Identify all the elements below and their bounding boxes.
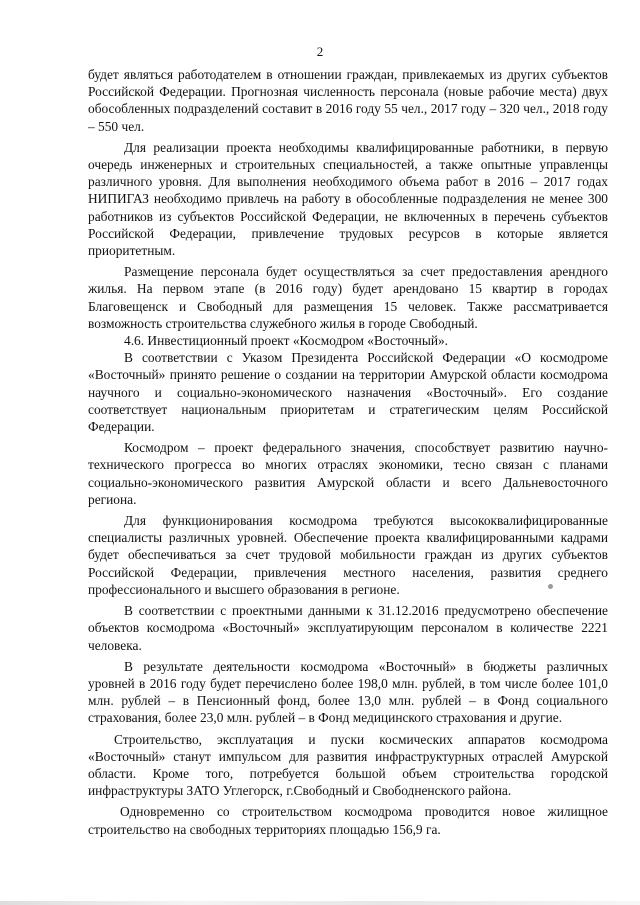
paragraph-infrastructure: Строительство, эксплуатация и пуски космических аппаратов космодрома «Восточный» станут импульсом для развития инфраструктурных отраслей Амурской области. Кроме того, потребуется большой объем строительства городской инфраструктуры ЗАТО Углегорск, г.Свободный и Свободненского района.: [88, 731, 608, 799]
paragraph-housing: Размещение персонала будет осуществляться за счет предоставления арендного жилья. На первом этапе (в 2016 году) будет арендовано 15 квартир в городах Благовещенск и Свободный для размещения 15 человек. Также рассматривается возможность строительства служебного жилья в городе Свободный.: [88, 264, 608, 331]
paragraph-specialists: Для функционирования космодрома требуются высококвалифицированные специалисты различных уровней. Обеспечение проекта квалифицированными кадрами будет обеспечиваться за счет трудовой мобильности граждан из других субъектов Российской Федерации, привлечения местного населения, развития среднего профессионального и высшего образования в регионе.: [88, 513, 608, 597]
paragraph-budget-transfers: В результате деятельности космодрома «Восточный» в бюджеты различных уровней в 2016 году будет перечислено более 198,0 млн. рублей, в том числе более 101,0 млн. рублей – в Пенсионный фонд, более 13,0 млн. рублей – в Фонд социального страхования, более 23,0 млн. рублей – в Фонд медицинского страхования и другие.: [88, 658, 608, 726]
document-body: [88, 66, 608, 838]
page-number: 2: [316, 44, 324, 59]
scan-speck: [548, 584, 553, 589]
paragraph-qualified-workers: Для реализации проекта необходимы квалифицированные работники, в первую очередь инженерных и строительных специальностей, а также опытные управленцы различного уровня. Для выполнения необходимого объема работ в 2016 – 2017 годах НИПИГАЗ необходимо привлечь на работу в обособленные подразделения не менее 300 работников из субъектов Российской Федерации, не включенных в перечень субъектов Российской Федерации, привлечение трудовых ресурсов в которые является приоритетным.: [88, 139, 608, 259]
section-heading-vostochny: 4.6. Инвестиционный проект «Космодром «Восточный».: [124, 333, 449, 349]
paragraph-employer-forecast: будет являться работодателем в отношении граждан, привлекаемых из других субъектов Российской Федерации. Прогнозная численность персонала (новые рабочие места) двух обособленных подразделений составит в 2016 году 55 чел., 2017 году – 320 чел., 2018 году – 550 чел.: [88, 67, 608, 134]
paragraph-housing-construction: Одновременно со строительством космодрома проводится новое жилищное строительство на свободных территориях площадью 156,9 га.: [88, 804, 608, 837]
paragraph-presidential-decree: В соответствии с Указом Президента Российской Федерации «О космодроме «Восточный» принято решение о создании на территории Амурской области космодрома научного и социально-экономического назначения «Восточный». Его создание соответствует национальным приоритетам и стратегическим целям Российской Федерации.: [88, 350, 608, 435]
scan-edge: [0, 901, 640, 905]
paragraph-federal-project: Космодром – проект федерального значения, способствует развитию научно-технического прогресса во многих отраслях экономики, тесно связан с планами социально-экономического развития Амурской области и всего Дальневосточного региона.: [88, 440, 608, 507]
paragraph-personnel-2221: В соответствии с проектными данными к 31.12.2016 предусмотрено обеспечение объектов космодрома «Восточный» эксплуатирующим персоналом в количестве 2221 человека.: [88, 603, 608, 653]
